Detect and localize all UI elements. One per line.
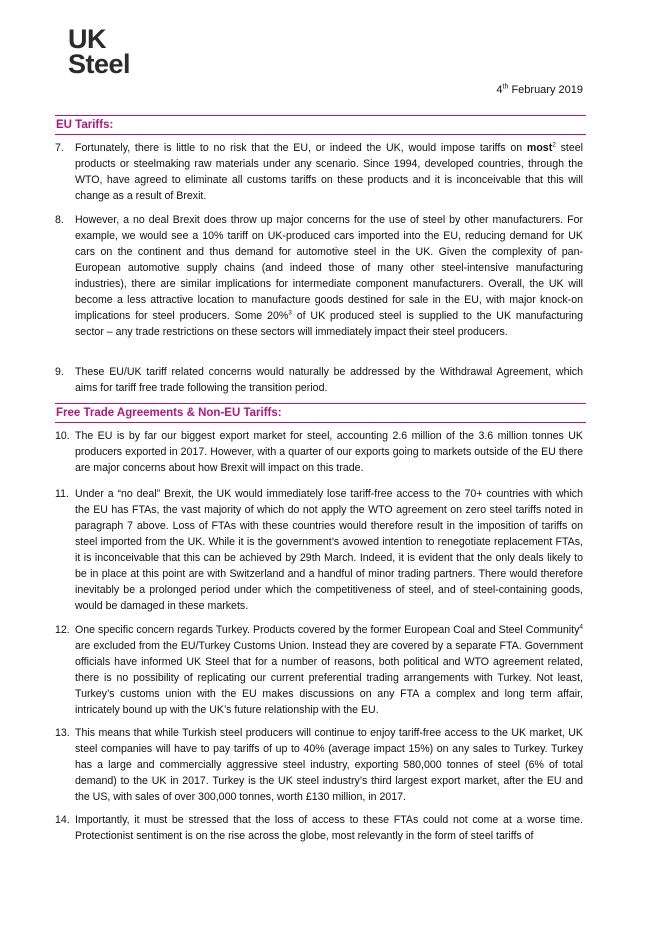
paragraph-number: 13. <box>55 727 70 739</box>
logo-line-1: UK <box>68 24 106 54</box>
paragraph-number: 10. <box>55 430 70 442</box>
paragraph-number: 11. <box>55 488 69 500</box>
paragraph-number: 8. <box>55 214 64 226</box>
paragraph-11: 11. Under a “no deal” Brexit, the UK would immediately lose tariff-free access to the 70+ countries with which the EU has FTAs, the vast majority of which do not apply the WTO agreement on zero steel tariffs noted in paragraph 7 above. Loss of FTAs with these countries would therefore result in the imposition of tariffs on steel imported from the UK. While it is the government’s avowed intention to renegotiate replacement FTAs, it is inconceivable that this can be achieved by 29th March. Indeed, it is evident that the only deals likely to be in place at this point are with Switzerland and a handful of minor trading partners. There would therefore inevitably be a prolonged period under which the competitiveness of steel, and of steel-containing goods, would be damaged in these markets. <box>55 488 583 612</box>
logo-line-2: Steel <box>68 49 131 79</box>
document-date: 4th February 2019 <box>496 83 583 96</box>
paragraph-13: 13. This means that while Turkish steel producers will continue to enjoy tariff-free access to the UK market, UK steel companies will have to pay tariffs of up to 40% (average impact 15%) on any sales to Turkey. Turkey has a large and commercially aggressive steel industry, exporting 580,000 tonnes of steel (6% of total demand) to the UK in 2017. Turkey is the UK steel industry’s third largest export market, after the EU and the US, with sales of over 300,000 tonnes, worth £130 million, in 2017. <box>55 727 583 803</box>
footnote-ref[interactable]: 3 <box>288 309 292 317</box>
paragraph-8: 8. However, a no deal Brexit does throw up major concerns for the use of steel by other manufacturers. For example, we would see a 10% tariff on UK-produced cars imported into the EU, reducing demand for UK cars on the continent and thus demand for automotive steel in the UK. Given the complexity of pan-European automotive supply chains (and indeed those of many other steel-intensive manufacturing industries), there are similar implications for intermediate component manufacturers. Overall, the UK will become a less attractive location to manufacture goods destined for sale in the EU, with major knock-on implications for steel producers. Some 20%$^3$ of UK produced steel is supplied to the UK manufacturing sector – any trade restrictions on these sectors will immediately impact their steel producers. <box>55 214 584 338</box>
uk-steel-logo <box>68 24 131 79</box>
paragraph-14: 14. Importantly, it must be stressed that the loss of access to these FTAs could not come at a worse time. Protectionist sentiment is on the rise across the globe, most relevantly in the form of steel tariffs of <box>55 814 583 842</box>
paragraph-number: 7. <box>55 142 64 154</box>
paragraph-number: 9. <box>55 366 64 378</box>
paragraph-number: 14. <box>55 814 70 826</box>
paragraph-number: 12. <box>55 624 70 636</box>
footnote-ref[interactable]: 2 <box>552 141 556 149</box>
section-heading-eu-tariffs: EU Tariffs: <box>55 115 586 135</box>
paragraph-10: 10. The EU is by far our biggest export market for steel, accounting 2.6 million of the 3.6 million tonnes UK producers exported in 2017. However, with a quarter of our exports going to markets outside of the EU there are major concerns about how Brexit will impact on this trade. <box>55 430 583 474</box>
section-heading-free-trade: Free Trade Agreements & Non-EU Tariffs: <box>55 403 586 423</box>
paragraph-7: 7. Fortunately, there is little to no risk that the EU, or indeed the UK, would impose tariffs on most$^2$ steel products or steelmaking raw materials under any scenario. Since 1994, developed countries, through the WTO, have agreed to eliminate all customs tariffs on these products and it is inconceivable that this will change as a result of Brexit. <box>55 141 583 202</box>
paragraph-12: 12. One specific concern regards Turkey. Products covered by the former European Coal and Steel Community$^4$ are excluded from the EU/Turkey Customs Union. Instead they are covered by a separate FTA. Government officials have informed UK Steel that for a number of reasons, both political and WTO agreement related, there is no possibility of replicating our current preferential trading arrangements with Turkey. Not least, Turkey’s customs union with the EU makes discussions on any FTA a complex and long term affair, intricately bound up with the UK’s future relationship with the EU. <box>55 623 583 716</box>
footnote-ref[interactable]: 4 <box>579 623 583 631</box>
paragraph-9: 9. These EU/UK tariff related concerns would naturally be addressed by the Withdrawal Agreement, which aims for tariff free trade following the transition period. <box>55 366 583 394</box>
